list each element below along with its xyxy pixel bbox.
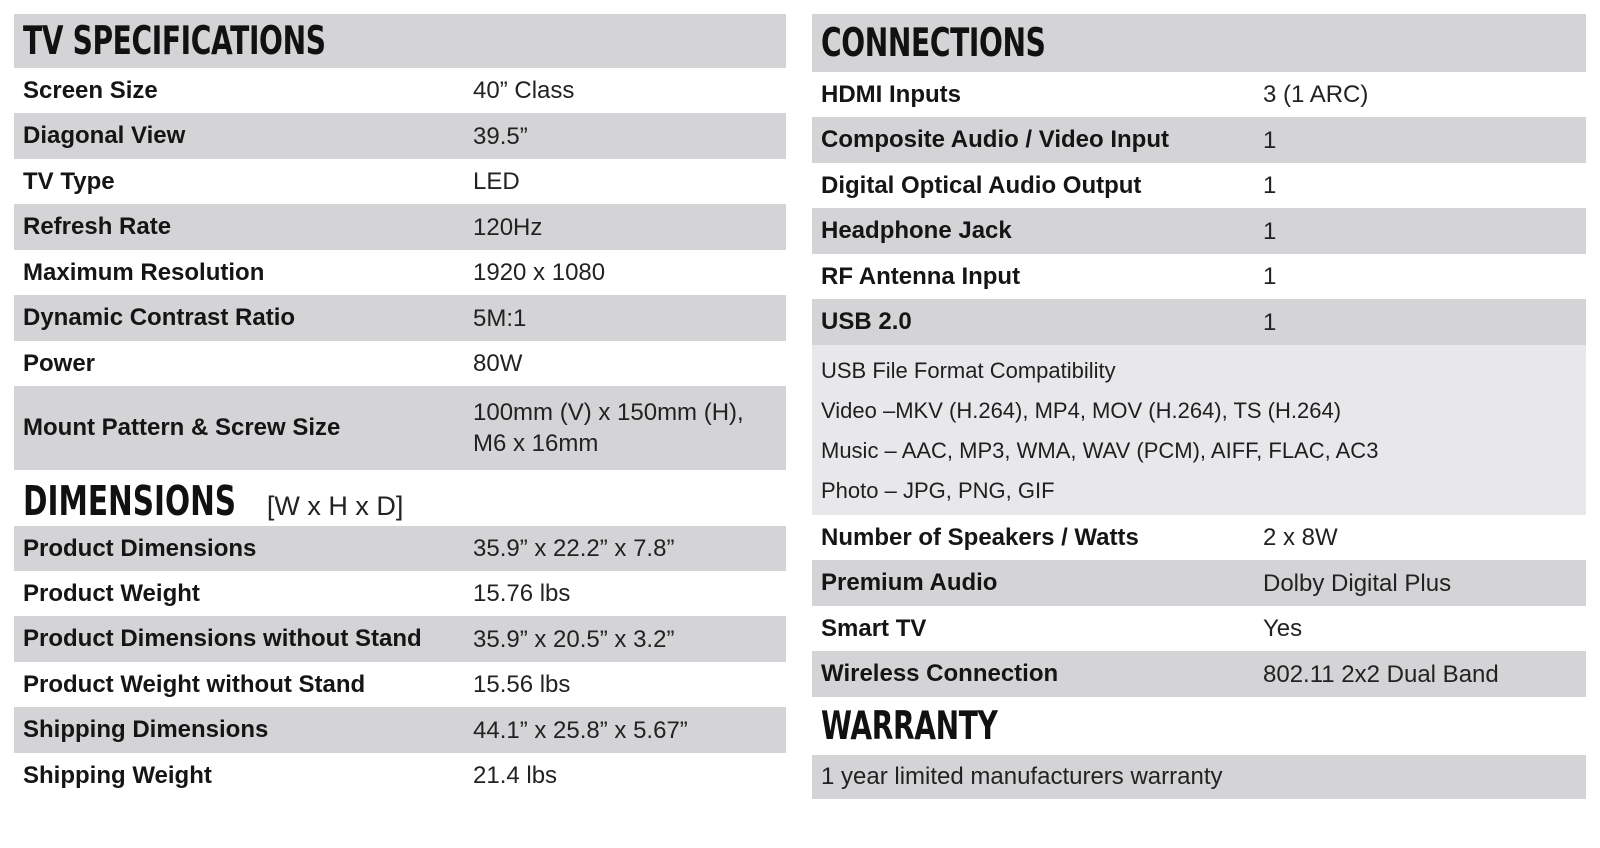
spec-value: 40” Class bbox=[473, 77, 575, 104]
spec-row-screen-size bbox=[14, 68, 786, 113]
usb-format-music: Music – AAC, MP3, WMA, WAV (PCM), AIFF, FLAC, AC3 bbox=[821, 438, 1379, 463]
spec-label: Product Weight without Stand bbox=[23, 670, 366, 698]
spec-label: Smart TV bbox=[821, 614, 927, 642]
usb-format-video: Video –MKV (H.264), MP4, MOV (H.264), TS (H.264) bbox=[821, 398, 1342, 423]
spec-value: Yes bbox=[1263, 615, 1303, 642]
spec-label: Diagonal View bbox=[23, 122, 186, 149]
spec-label: Dynamic Contrast Ratio bbox=[23, 304, 296, 331]
dimension-row-product-weight bbox=[14, 571, 786, 616]
connection-row-optical bbox=[812, 163, 1586, 208]
spec-value: 35.9” x 20.5” x 3.2” bbox=[473, 625, 675, 653]
usb-format-photo: Photo – JPG, PNG, GIF bbox=[821, 478, 1055, 503]
spec-label: Screen Size bbox=[23, 76, 158, 104]
spec-label: Product Weight bbox=[23, 579, 200, 607]
spec-label: Product Dimensions without Stand bbox=[23, 625, 422, 652]
spec-row-tv-type bbox=[14, 159, 786, 204]
dimension-row-shipping-dimensions bbox=[14, 707, 786, 753]
connection-row-speakers bbox=[812, 515, 1586, 560]
connection-row-premium-audio bbox=[812, 560, 1586, 606]
spec-value: 120Hz bbox=[473, 213, 543, 241]
dimensions-header bbox=[14, 470, 786, 526]
spec-value: 2 x 8W bbox=[1263, 524, 1338, 551]
dimension-row-product-dimensions bbox=[14, 526, 786, 571]
spec-value: 802.11 2x2 Dual Band bbox=[1263, 660, 1499, 688]
spec-value: 80W bbox=[473, 350, 523, 377]
spec-value: 1 bbox=[1263, 263, 1277, 290]
tv-specifications-header bbox=[14, 14, 786, 68]
dimension-row-product-weight-without-stand bbox=[14, 662, 786, 707]
connections-header bbox=[812, 14, 1586, 72]
usb-format-heading: USB File Format Compatibility bbox=[821, 358, 1116, 383]
spec-value: 1920 x 1080 bbox=[473, 259, 606, 286]
dimension-row-product-dimensions-without-stand bbox=[14, 616, 786, 662]
usb-file-format-box bbox=[812, 345, 1586, 515]
spec-label: Number of Speakers / Watts bbox=[821, 523, 1139, 551]
connection-row-composite bbox=[812, 117, 1586, 163]
spec-value: 1 bbox=[1263, 126, 1277, 154]
spec-value: 35.9” x 22.2” x 7.8” bbox=[473, 535, 675, 562]
connection-row-hdmi bbox=[812, 72, 1586, 117]
spec-label: Headphone Jack bbox=[821, 217, 1012, 244]
spec-label: Refresh Rate bbox=[23, 213, 172, 240]
spec-row-power bbox=[14, 341, 786, 386]
spec-row-refresh-rate bbox=[14, 204, 786, 250]
spec-value: 39.5” bbox=[473, 122, 528, 150]
dimensions-subtitle: [W x H x D] bbox=[266, 491, 404, 521]
spec-value: 15.56 lbs bbox=[473, 671, 571, 698]
spec-label: Power bbox=[23, 349, 96, 377]
tv-specifications-column bbox=[14, 0, 786, 798]
connections-title: CONNECTIONS bbox=[821, 20, 1046, 66]
spec-value: 1 bbox=[1263, 308, 1277, 336]
tv-specifications-title: TV SPECIFICATIONS bbox=[23, 18, 326, 64]
spec-value: 44.1” x 25.8” x 5.67” bbox=[473, 716, 688, 744]
spec-label: TV Type bbox=[23, 167, 115, 195]
spec-label: Shipping Weight bbox=[23, 761, 212, 789]
warranty-row bbox=[812, 755, 1586, 799]
spec-row-mount-pattern bbox=[14, 386, 786, 470]
dimension-row-shipping-weight bbox=[14, 753, 786, 798]
connections-column bbox=[812, 0, 1586, 799]
spec-value: LED bbox=[473, 168, 520, 195]
spec-label: Composite Audio / Video Input bbox=[821, 126, 1169, 153]
connection-row-rf-antenna bbox=[812, 254, 1586, 299]
spec-value: 21.4 lbs bbox=[473, 762, 558, 789]
spec-label: RF Antenna Input bbox=[821, 262, 1021, 290]
spec-label: HDMI Inputs bbox=[821, 80, 961, 108]
dimensions-title: DIMENSIONS bbox=[23, 477, 237, 525]
spec-label: Digital Optical Audio Output bbox=[821, 171, 1142, 199]
warranty-title: WARRANTY bbox=[821, 703, 998, 749]
spec-label: Product Dimensions bbox=[23, 534, 257, 562]
connection-row-headphone bbox=[812, 208, 1586, 254]
spec-label: Shipping Dimensions bbox=[23, 716, 269, 743]
connection-row-smart-tv bbox=[812, 606, 1586, 651]
spec-value: 1 bbox=[1263, 172, 1277, 199]
connection-row-usb bbox=[812, 299, 1586, 345]
spec-label: USB 2.0 bbox=[821, 308, 912, 335]
spec-value-multiline bbox=[473, 397, 744, 459]
spec-label: Maximum Resolution bbox=[23, 258, 265, 286]
spec-value-line: M6 x 16mm bbox=[473, 430, 599, 457]
spec-value: 15.76 lbs bbox=[473, 580, 571, 607]
spec-value: 1 bbox=[1263, 217, 1277, 245]
warranty-text: 1 year limited manufacturers warranty bbox=[821, 763, 1223, 790]
spec-row-maximum-resolution bbox=[14, 250, 786, 295]
spec-label: Mount Pattern & Screw Size bbox=[23, 414, 341, 441]
spec-row-dynamic-contrast-ratio bbox=[14, 295, 786, 341]
spec-value: Dolby Digital Plus bbox=[1263, 569, 1452, 597]
spec-value: 5M:1 bbox=[473, 304, 527, 332]
spec-value: 3 (1 ARC) bbox=[1263, 81, 1369, 108]
warranty-header bbox=[812, 697, 1586, 755]
spec-label: Premium Audio bbox=[821, 569, 998, 596]
spec-value-line: 100mm (V) x 150mm (H), bbox=[473, 399, 744, 426]
spec-label: Wireless Connection bbox=[821, 660, 1059, 687]
connection-row-wireless bbox=[812, 651, 1586, 697]
spec-row-diagonal-view bbox=[14, 113, 786, 159]
